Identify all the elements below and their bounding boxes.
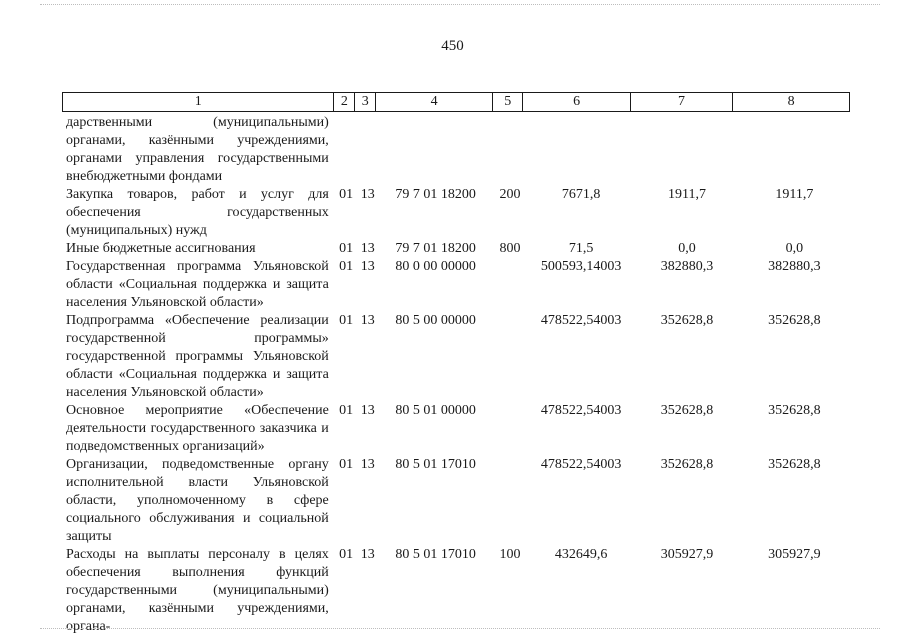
row-value-6: 478522,54003: [540, 313, 622, 328]
row-name: дарственными (муниципальными) органами, казёнными учреждениями, органами управления государственными внебюджетными фондами: [66, 115, 329, 184]
row-name: Подпрограмма «Обеспечение реализации государственной программы» государственной программы Ульяновской области «Социальная поддержка и защита населения Ульяновской области»: [66, 313, 329, 400]
row-rz: 01: [339, 403, 354, 418]
row-name: Организации, подведомственные органу исполнительной власти Ульяновской области, уполномоченному в сфере социального обслуживания и социальной защиты: [66, 457, 329, 544]
table-row: [66, 240, 850, 258]
row-value-6: 478522,54003: [540, 403, 622, 418]
row-csr: 79 7 01 18200: [395, 187, 476, 202]
row-name: Закупка товаров, работ и услуг для обеспечения государственных (муниципальных) нужд: [66, 187, 329, 238]
row-value-8: 0,0: [785, 241, 804, 256]
row-rz: 01: [339, 313, 354, 328]
row-csr: 80 0 00 00000: [395, 259, 476, 274]
row-name: Расходы на выплаты персоналу в целях обеспечения выполнения функций государственными (муниципальными) органами, казёнными учреждениями, органа-: [66, 547, 329, 634]
row-value-8: 352628,8: [768, 403, 821, 418]
header-col-5: 5: [493, 93, 523, 111]
row-value-6: [527, 114, 635, 186]
row-rz: 01: [339, 187, 354, 202]
row-value-7: 0,0: [678, 241, 696, 256]
row-value-6: 478522,54003: [540, 457, 622, 472]
table-row: [66, 186, 850, 240]
row-name: Иные бюджетные ассигнования: [66, 241, 256, 256]
row-value-8: 352628,8: [768, 313, 821, 328]
table-row: [66, 546, 850, 636]
table-row: [66, 456, 850, 546]
table-header: [62, 92, 850, 112]
header-col-7: 7: [631, 93, 734, 111]
row-value-7: [635, 114, 739, 186]
row-value-6: 71,5: [568, 241, 594, 256]
row-rz: 01: [339, 259, 354, 274]
scan-edge-top: [40, 4, 880, 6]
table-row: [66, 402, 850, 456]
table-row: [66, 312, 850, 402]
row-name: Основное мероприятие «Обеспечение деятельности государственного заказчика и подведомственных организаций»: [66, 403, 329, 454]
row-vr: [493, 258, 527, 312]
scan-edge-bottom: [40, 628, 880, 630]
row-value-7: 352628,8: [660, 403, 714, 418]
row-pr: 13: [360, 313, 375, 328]
row-vr: [493, 114, 527, 186]
row-value-8: 305927,9: [768, 547, 821, 562]
row-value-8: 382880,3: [768, 259, 821, 274]
row-value-6: 7671,8: [561, 187, 601, 202]
row-vr: [493, 402, 527, 456]
row-pr: 13: [360, 547, 375, 562]
row-pr: 13: [360, 403, 375, 418]
row-csr: 80 5 01 17010: [395, 457, 476, 472]
header-col-3: 3: [355, 93, 376, 111]
row-vr: [493, 456, 527, 546]
row-value-8: 1911,7: [775, 187, 814, 202]
header-col-6: 6: [523, 93, 630, 111]
row-value-7: 352628,8: [660, 457, 714, 472]
row-rz: [335, 114, 358, 186]
row-csr: 80 5 01 00000: [395, 403, 476, 418]
row-vr: 200: [499, 187, 521, 202]
row-rz: 01: [339, 241, 354, 256]
row-value-7: 352628,8: [660, 313, 714, 328]
row-vr: [493, 312, 527, 402]
row-vr: 800: [499, 241, 521, 256]
table-row: [66, 114, 850, 186]
row-value-7: 1911,7: [668, 187, 707, 202]
table-body: [66, 114, 850, 636]
page-number: 450: [441, 38, 464, 54]
row-csr: 80 5 01 17010: [395, 547, 476, 562]
row-rz: 01: [339, 547, 354, 562]
row-value-7: 305927,9: [660, 547, 714, 562]
row-rz: 01: [339, 457, 354, 472]
row-value-6: 432649,6: [554, 547, 608, 562]
row-vr: 100: [499, 547, 521, 562]
row-csr: 79 7 01 18200: [395, 241, 476, 256]
header-col-8: 8: [787, 94, 795, 109]
row-value-6: 500593,14003: [540, 259, 622, 274]
header-col-4: 4: [376, 93, 493, 111]
header-col-2: 2: [334, 93, 355, 111]
row-pr: 13: [360, 187, 375, 202]
row-pr: [357, 114, 378, 186]
row-csr: 80 5 00 00000: [395, 313, 476, 328]
header-col-1: 1: [63, 93, 334, 111]
row-name: Государственная программа Ульяновской области «Социальная поддержка и защита населения Ульяновской области»: [66, 259, 329, 310]
row-value-7: 382880,3: [660, 259, 714, 274]
row-pr: 13: [360, 259, 375, 274]
table-row: [66, 258, 850, 312]
row-pr: 13: [360, 241, 375, 256]
row-value-8: 352628,8: [768, 457, 821, 472]
row-value-8: [739, 114, 850, 186]
row-csr: [378, 114, 493, 186]
row-pr: 13: [360, 457, 375, 472]
